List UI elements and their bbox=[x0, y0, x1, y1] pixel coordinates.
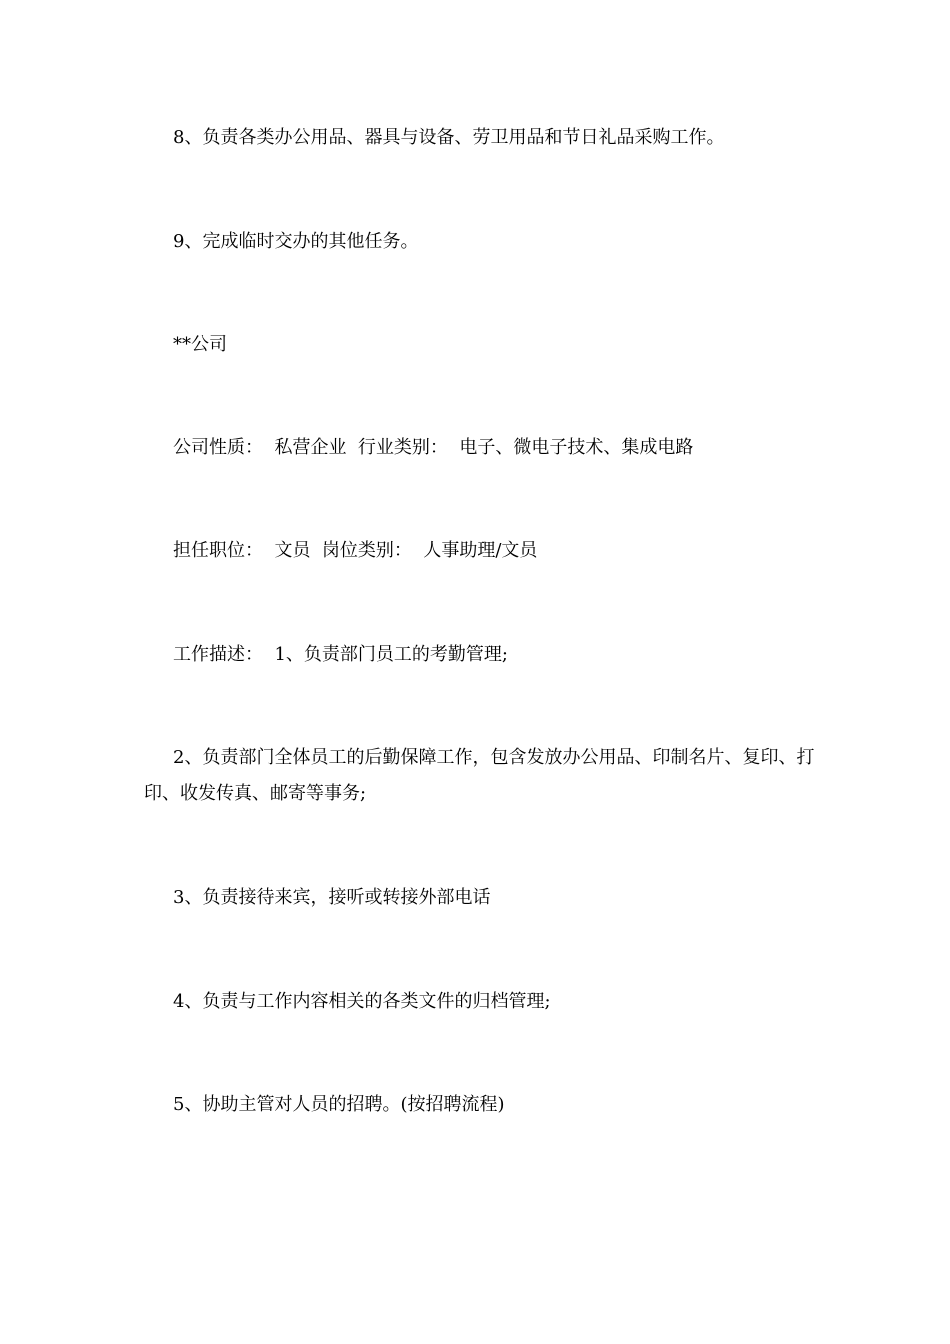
position-info-line: 担任职位： 文员 岗位类别： 人事助理/文员 bbox=[173, 540, 538, 561]
duty-item-3: 3、负责接待来宾，接听或转接外部电话 bbox=[173, 887, 491, 908]
company-name: **公司 bbox=[173, 334, 227, 355]
paragraph-item-9: 9、完成临时交办的其他任务。 bbox=[173, 231, 419, 252]
job-description-line: 工作描述： 1、负责部门员工的考勤管理; bbox=[173, 644, 508, 665]
duty-item-2: 2、负责部门全体员工的后勤保障工作，包含发放办公用品、印制名片、复印、打印、收发传真、邮寄等事务; bbox=[144, 747, 815, 804]
duty-item-5: 5、协助主管对人员的招聘。(按招聘流程) bbox=[173, 1094, 505, 1115]
company-info-line: 公司性质： 私营企业 行业类别： 电子、微电子技术、集成电路 bbox=[173, 437, 694, 458]
duty-item-4: 4、负责与工作内容相关的各类文件的归档管理; bbox=[173, 991, 551, 1012]
paragraph-item-8: 8、负责各类办公用品、器具与设备、劳卫用品和节日礼品采购工作。 bbox=[173, 127, 725, 148]
